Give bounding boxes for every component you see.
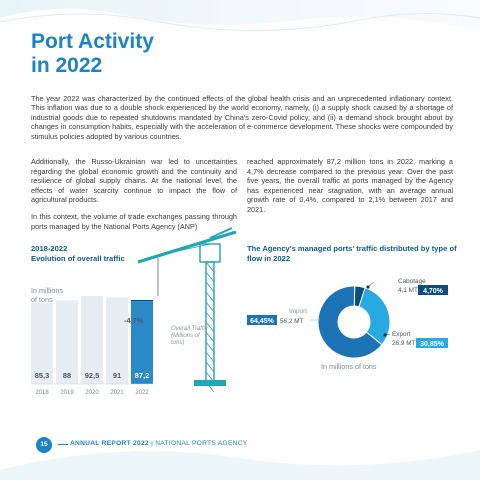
crane-tower-brace xyxy=(206,362,214,372)
cabotage-label: Cabotage xyxy=(398,278,426,285)
x-tick-label: 2019 xyxy=(60,390,74,396)
title-line-1: Port Activity xyxy=(31,30,154,53)
x-tick-label: 2020 xyxy=(85,390,99,396)
footer-text xyxy=(70,440,248,447)
bar-value-label: 88 xyxy=(62,371,72,380)
x-tick-label: 2018 xyxy=(35,390,49,396)
crane-tower-brace xyxy=(206,312,214,322)
intro-paragraph: The year 2022 was characterized by the continued effects of the global health crisis and an unprecedented inflationary context. This inflation was due to a double shock experienced by the world economy, namely, (i) a supply shock caused by a shortage of industrial goods due to repeated shutdowns mandated by China's zero-Covid policy, and (ii) a demand shock brought about by changes in consumption habits, especially with the acceleration of e-commerce development. These shocks were compounded by stimulus policies adopted by various countries. xyxy=(31,94,453,141)
bar-value-label: 87,2 xyxy=(134,371,150,380)
bar-chart-unit-line-1: In millions xyxy=(31,286,63,295)
cabotage-percent: 4,70% xyxy=(423,288,443,295)
bar-chart-note: Overall Traffic (Millions of tons) xyxy=(171,326,208,347)
x-tick-label: 2021 xyxy=(110,390,124,396)
donut-chart-unit: In millions of tons xyxy=(321,362,377,371)
cabotage-leader-line xyxy=(368,282,374,287)
left-paragraph-2: In this context, the volume of trade exchanges passing through ports managed by the National Ports Agency (ANP) xyxy=(31,211,237,231)
import-label: Import xyxy=(288,308,308,315)
crane-tower-brace xyxy=(206,352,214,362)
right-paragraph-1: reached approximately 87,2 million tons in 2022, marking a 4,7% decrease compared to the previous year. Over the past five years, the overall traffic at ports managed by the Agency has experienced near stagnation, with an average annual growth rate of 0,4%, compared to 2,1% between 2017 and 2021. xyxy=(247,157,453,214)
footer-separator: | xyxy=(148,440,156,447)
footer-agency-name: NATIONAL PORTS AGENCY xyxy=(155,440,248,447)
crane-cable-icon xyxy=(160,244,210,255)
bar-value-label: 91 xyxy=(112,371,122,380)
crane-base-icon xyxy=(194,380,226,386)
export-value: 26,9 MT xyxy=(392,340,416,347)
bar-value-label: 92,5 xyxy=(84,371,100,380)
donut-chart-heading: The Agency's managed ports' traffic distributed by type of flow in 2022 xyxy=(247,244,457,263)
bar-chart-change-annotation: -4,7% xyxy=(124,316,144,325)
bar-chart-unit xyxy=(31,286,63,304)
export-percent: 30,85% xyxy=(420,341,444,348)
crane-tower-brace xyxy=(206,272,214,282)
bar-chart-unit-line-2: of tons xyxy=(31,295,53,304)
crane-tower-brace xyxy=(206,282,214,292)
cabotage-value: 4,1 MT xyxy=(398,287,418,294)
bar-value-label: 85,3 xyxy=(34,371,50,380)
crane-tower-brace xyxy=(206,302,214,312)
import-percent: 64,45% xyxy=(250,318,274,325)
import-value: 56,2 MT xyxy=(280,318,304,325)
x-tick-label: 2022 xyxy=(135,390,149,396)
crane-jib-icon xyxy=(138,232,236,262)
bar-chart-title-line-2: Evolution of overall traffic xyxy=(31,253,125,263)
footer-report-name: ANNUAL REPORT 2022 xyxy=(70,440,149,447)
title-line-2: in 2022 xyxy=(31,54,103,77)
crane-tower-brace xyxy=(206,292,214,302)
page-number-badge: 15 xyxy=(36,437,52,453)
footer-divider xyxy=(58,444,68,445)
crane-cabin-icon xyxy=(200,244,220,262)
bar-chart-title-line-1: 2018-2022 xyxy=(31,244,68,253)
left-paragraph-1: Additionally, the Russo-Ukrainian war led to uncertainties regarding the global economic growth and the continuity and resilience of global supply chains. At the national level, the effects of water scarcity continue to impact the flow of agricultural products. xyxy=(31,157,237,205)
export-label: Export xyxy=(392,331,411,338)
crane-tower-brace xyxy=(206,262,214,272)
